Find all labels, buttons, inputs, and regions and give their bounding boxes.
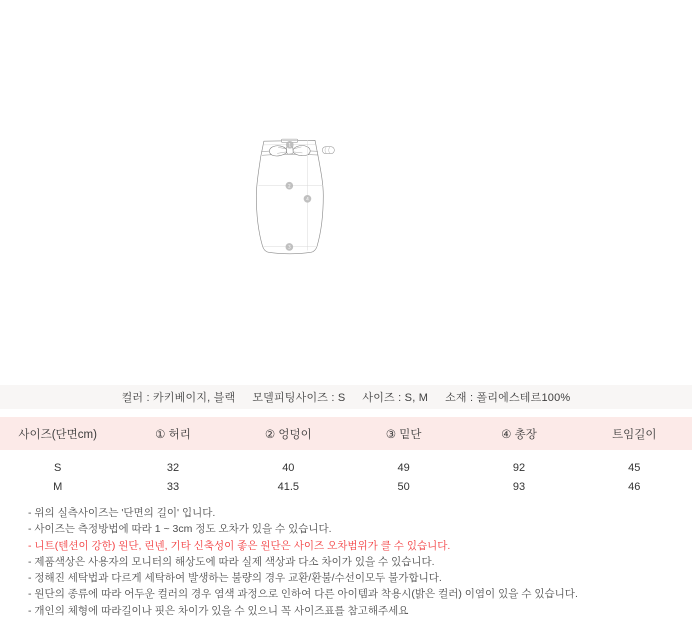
notice-body-type: - 개인의 체형에 따라길이나 핏은 차이가 있을 수 있으니 꼭 사이즈표를 참고해주세요 xyxy=(28,604,409,617)
marker-3-hem-number: 3 xyxy=(287,245,291,251)
bow-left-loop xyxy=(269,146,286,156)
notice-washing: - 정해진 세탁법과 다르게 세탁하여 발생하는 불량의 경우 교환/환불/수선이모두 불가합니다. xyxy=(28,572,442,585)
notice-list xyxy=(28,505,678,619)
product-info-band xyxy=(0,385,692,409)
s-waist-value: 32 xyxy=(166,461,180,474)
product-material-info: 소재 : 폴리에스테르100% xyxy=(445,392,571,404)
product-color-info: 컬러 : 카키베이지, 블랙 xyxy=(121,392,236,404)
header-slit-length: 트임길이 xyxy=(612,428,657,441)
s-slit-length-value: 45 xyxy=(628,461,641,474)
notice-dye-transfer: - 원단의 종류에 따라 어두운 컬러의 경우 염색 과정으로 인하여 다른 아이템과 착용시(밝은 컬러) 이염이 있을 수 있습니다. xyxy=(28,588,578,601)
s-hip-value: 40 xyxy=(282,461,295,474)
header-hip: ② 엉덩이 xyxy=(264,428,312,441)
size-diagram xyxy=(243,78,449,348)
size-row-m xyxy=(0,477,692,496)
marker-2-hip-number: 2 xyxy=(287,184,291,190)
size-row-s xyxy=(0,458,692,477)
m-waist-value: 33 xyxy=(166,480,180,493)
size-table xyxy=(0,417,692,496)
notice-stretch-fabric-warning: - 니트(텐션이 강한) 원단, 린넨, 기타 신축성이 좋은 원단은 사이즈 오차범위가 클 수 있습니다. xyxy=(28,539,451,552)
size-table-header-row xyxy=(0,417,692,450)
marker-1-waist-number: 1 xyxy=(288,143,292,149)
belt-keeper xyxy=(322,147,334,154)
header-size-unit: 사이즈(단면cm) xyxy=(18,428,97,441)
m-total-length-value: 93 xyxy=(512,480,526,493)
skirt-drawing xyxy=(243,78,449,348)
notice-measured-flat: - 위의 실측사이즈는 '단면의 길이' 입니다. xyxy=(28,507,216,519)
m-hem-value: 50 xyxy=(397,480,410,493)
m-hip-value: 41.5 xyxy=(277,480,300,493)
header-total-length: ④ 총장 xyxy=(501,428,537,441)
s-hem-value: 49 xyxy=(397,461,410,474)
header-hem: ③ 밑단 xyxy=(385,428,422,441)
marker-4-length-number: 4 xyxy=(306,197,309,203)
table-spacer xyxy=(0,450,692,458)
s-total-length-value: 92 xyxy=(512,461,526,474)
skirt-outline xyxy=(256,140,323,254)
header-waist: ① 허리 xyxy=(155,428,191,441)
notice-tolerance: - 사이즈는 측정방법에 따라 1 ~ 3cm 정도 오차가 있을 수 있습니다. xyxy=(28,523,332,536)
product-model-fit-info: 모델피팅사이즈 : S xyxy=(252,392,346,404)
size-label-m: M xyxy=(53,480,63,493)
size-label-s: S xyxy=(53,461,62,474)
product-size-info: 사이즈 : S, M xyxy=(362,392,429,404)
m-slit-length-value: 46 xyxy=(628,480,641,493)
notice-monitor-color: - 제품색상은 사용자의 모니터의 해상도에 따라 실제 색상과 다소 차이가 있을 수 있습니다. xyxy=(28,555,435,568)
